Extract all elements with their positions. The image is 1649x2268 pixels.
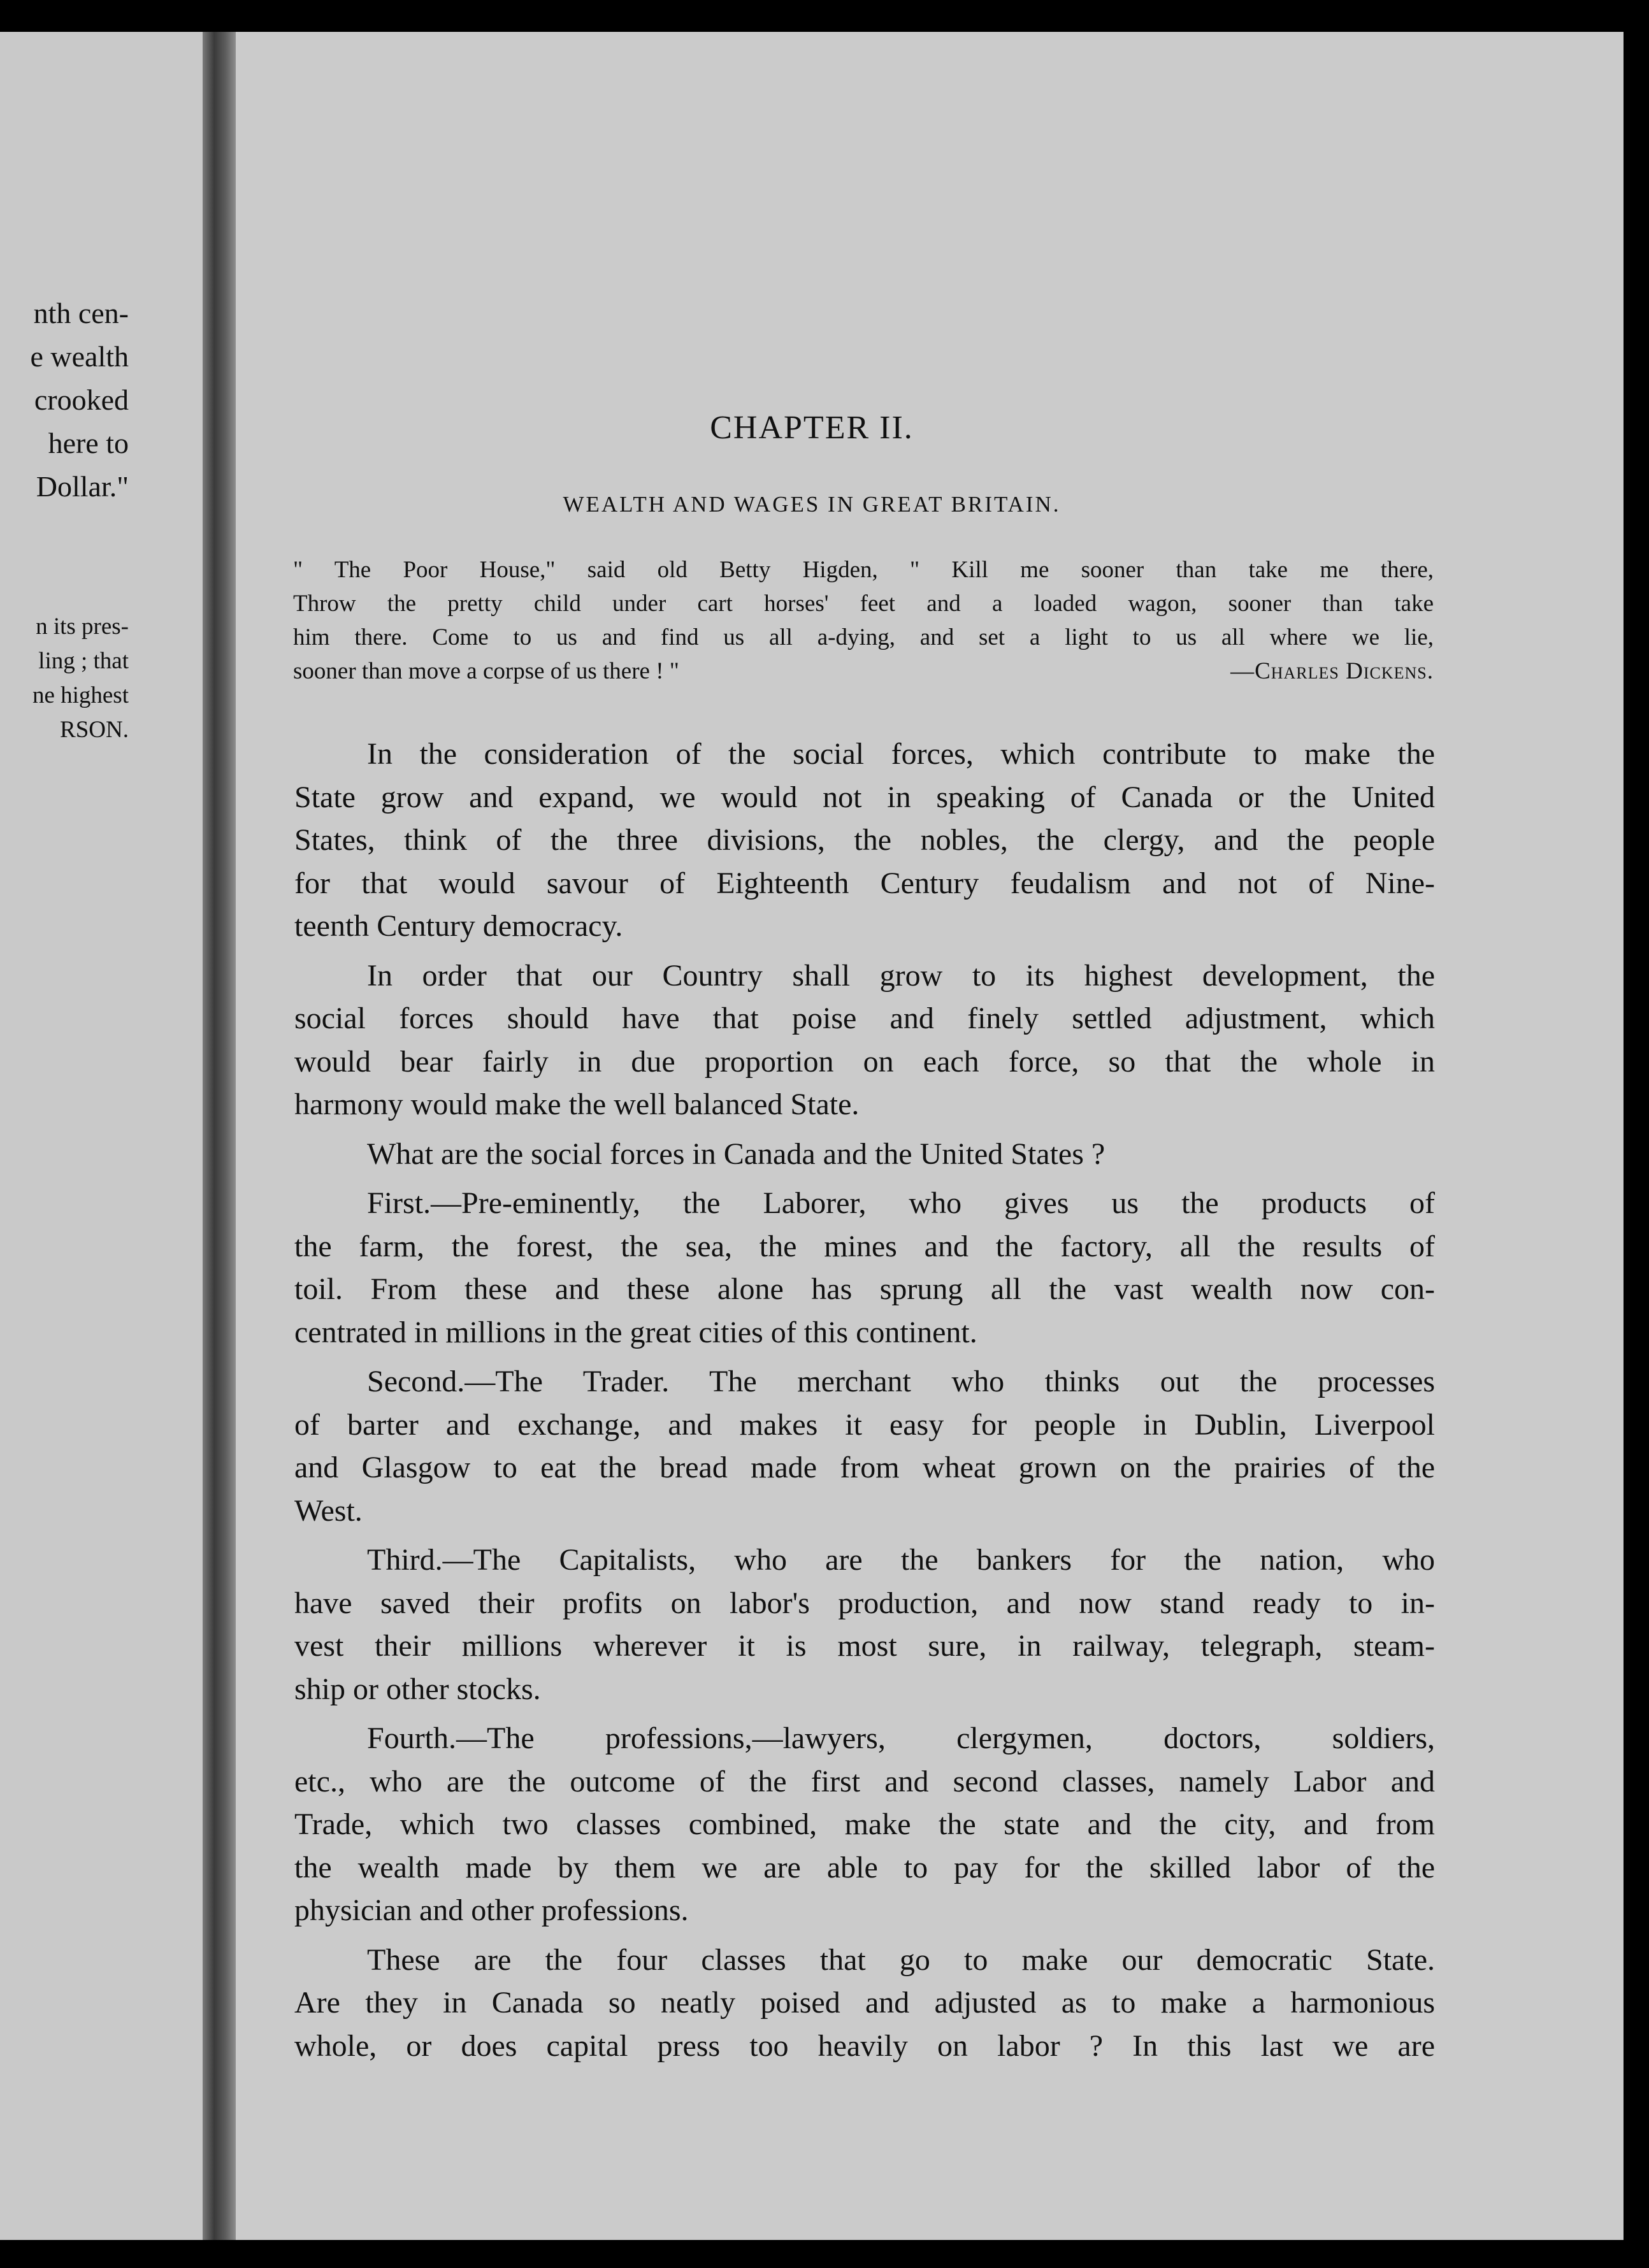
body-text [294,733,1435,2067]
text-line: whole, or does capital press too heavily on labor ? In this last we are [294,2028,1435,2063]
chapter-title: CHAPTER II. [710,410,914,446]
text-line: vest their millions wherever it is most sure, in railway, telegraph, steam- [294,1629,1435,1663]
left-page-line: e wealth [30,340,129,373]
paragraph [294,1360,1435,1532]
text-line: have saved their profits on labor's production, and now stand ready to in- [294,1586,1435,1620]
text-line: ship or other stocks. [294,1672,541,1706]
paragraph [294,1133,1435,1176]
text-line: physician and other professions. [294,1893,689,1927]
text-line: States, think of the three divisions, the nobles, the clergy, and the people [294,823,1435,857]
text-line: State grow and expand, we would not in speaking of Canada or the United [294,780,1435,814]
epigraph-line: " The Poor House," said old Betty Higden, " Kill me sooner than take me there, [293,557,1434,583]
text-line: Second.—The Trader. The merchant who thinks out the processes [367,1365,1435,1398]
left-facing-page [0,32,203,2240]
text-line: What are the social forces in Canada and the United States ? [367,1137,1105,1171]
main-page [236,32,1624,2240]
paragraph [294,1182,1435,1354]
text-line: First.—Pre-eminently, the Laborer, who gives us the products of [367,1186,1435,1220]
paragraph [294,733,1435,948]
text-line: etc., who are the outcome of the first and second classes, namely Labor and [294,1764,1435,1798]
text-line: In order that our Country shall grow to its highest development, the [367,958,1435,993]
paragraph [294,1939,1435,2068]
epigraph-line: him there. Come to us and find us all a-dying, and set a light to us all where we lie, [293,624,1434,650]
epigraph-line: Throw the pretty child under cart horses' feet and a loaded wagon, sooner than take [293,591,1434,617]
text-line: social forces should have that poise and finely settled adjustment, which [294,1001,1435,1035]
epigraph-line: sooner than move a corpse of us there ! " [293,658,679,684]
left-page-line: n its pres- [36,614,129,640]
paragraph [294,1539,1435,1711]
left-page-line: crooked [34,384,129,416]
text-line: In the consideration of the social forces, which contribute to make the [367,737,1435,771]
left-page-line: nth cen- [33,297,129,329]
text-line: These are the four classes that go to make our democratic State. [367,1942,1435,1977]
text-line: harmony would make the well balanced State. [294,1087,860,1121]
text-line: for that would savour of Eighteenth Century feudalism and not of Nine- [294,866,1435,900]
paragraph [294,954,1435,1126]
text-line: and Glasgow to eat the bread made from wheat grown on the prairies of the [294,1451,1435,1484]
text-line: the wealth made by them we are able to pay for the skilled labor of the [294,1850,1435,1884]
paragraph [294,1717,1435,1932]
binding-gutter [203,32,236,2240]
left-page-line: ling ; that [38,648,129,674]
left-page-line: ne highest [32,682,129,708]
text-line: Fourth.—The professions,—lawyers, clergymen, doctors, soldiers, [367,1721,1435,1755]
text-line: the farm, the forest, the sea, the mines and the factory, all the results of [294,1229,1435,1263]
text-line: centrated in millions in the great cities of this continent. [294,1315,977,1349]
epigraph-attribution: —Charles Dickens. [1230,658,1434,684]
text-line: toil. From these and these alone has sprung all the vast wealth now con- [294,1272,1435,1306]
text-line: West. [294,1493,363,1528]
text-line: would bear fairly in due proportion on each force, so that the whole in [294,1044,1435,1079]
left-page-line: Dollar." [36,470,129,503]
text-line: Are they in Canada so neatly poised and adjusted as to make a harmonious [294,1986,1435,2020]
epigraph [293,553,1434,688]
text-line: teenth Century democracy. [294,909,623,943]
left-page-line: here to [48,427,129,459]
text-line: Third.—The Capitalists, who are the bankers for the nation, who [367,1543,1435,1577]
chapter-subtitle: WEALTH AND WAGES IN GREAT BRITAIN. [563,492,1061,517]
left-page-line: RSON. [60,717,129,743]
epigraph-line-last [293,654,1434,688]
text-line: Trade, which two classes combined, make the state and the city, and from [294,1807,1435,1841]
text-line: of barter and exchange, and makes it easy for people in Dublin, Liverpool [294,1407,1435,1442]
